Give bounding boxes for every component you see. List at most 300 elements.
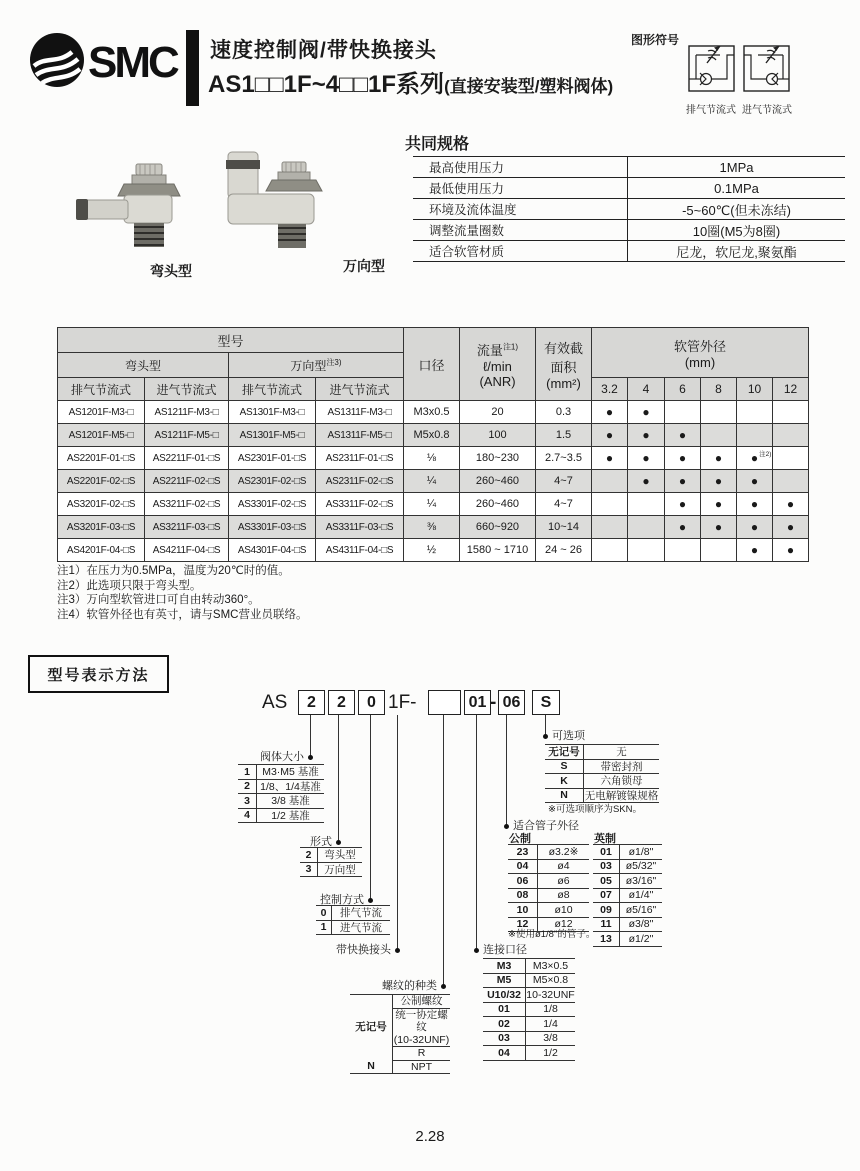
model-table-row [58, 539, 809, 562]
smc-logo [28, 30, 188, 92]
size-available-dot: ● [592, 424, 628, 447]
flow-cell: 1580 ~ 1710 [460, 539, 536, 562]
size-empty-cell [592, 493, 628, 516]
code-value-row [300, 848, 362, 863]
code-cell: 1 [316, 921, 332, 935]
leader-dot-thread [441, 984, 446, 989]
page-number: 2.28 [415, 1128, 445, 1145]
product-photo-elbow [66, 162, 206, 262]
code-box-thread [428, 690, 461, 715]
spec-value: 0.1MPa [627, 178, 845, 198]
size-empty-cell [701, 539, 737, 562]
value-cell: 1/2 [543, 1046, 558, 1059]
spec-value: 1MPa [627, 157, 845, 177]
value-cell: ø5/32" [625, 860, 657, 873]
area-cell: 4~7 [536, 470, 592, 493]
spec-value: 尼龙，软尼龙,聚氨酯 [627, 241, 845, 261]
area-cell: 0.3 [536, 401, 592, 424]
value-cell: M3×0.5 [532, 959, 569, 972]
bore-cell: ¼ [404, 493, 460, 516]
code-cell: 03 [593, 860, 620, 874]
photo-label-universal: 万向型 [343, 258, 385, 274]
code-value-row [593, 845, 662, 860]
table-notes [57, 564, 307, 622]
leader-line-options [545, 715, 546, 736]
leader-line-body-size [310, 715, 311, 757]
code-value-row [593, 903, 662, 918]
spec-row [413, 178, 845, 199]
thread-unified: 统一协定螺纹 (10-32UNF) [393, 1008, 450, 1046]
code-value-row [483, 959, 575, 974]
size-header-4: 4 [628, 378, 665, 401]
flow-cell: 100 [460, 424, 536, 447]
size-available-dot: ● [701, 470, 737, 493]
code-value-row [545, 745, 659, 760]
flow-cell: 20 [460, 401, 536, 424]
control-table [316, 905, 390, 935]
tube-od-label: 适合管子外径 [513, 820, 579, 832]
model-number-cell: AS1311F-M3-□ [316, 401, 404, 424]
flow-cell: 180~230 [460, 447, 536, 470]
size-available-dot: ● [737, 516, 773, 539]
size-empty-cell [628, 539, 665, 562]
code-dash: - [490, 692, 497, 713]
model-number-cell: AS3301F-03-□S [229, 516, 316, 539]
quick-fitting-label: 带快换接头 [336, 944, 391, 956]
code-cell: 12 [508, 918, 538, 932]
value-cell: ø10 [554, 903, 573, 916]
code-value-row [508, 889, 589, 904]
flow-cell: 660~920 [460, 516, 536, 539]
spec-value: 10圈(M5为8圈) [627, 220, 845, 240]
leader-line-port [476, 715, 477, 950]
code-box-form: 2 [328, 690, 355, 715]
code-cell: 01 [483, 1003, 526, 1017]
options-note: ※可选项顺序为SKN。 [548, 804, 642, 815]
model-number-cell: AS1201F-M3-□ [58, 401, 145, 424]
size-available-dot: ● [592, 401, 628, 424]
value-cell: 3/8 [543, 1032, 558, 1045]
symbol-caption-intake: 进气节流式 [742, 105, 792, 116]
code-cell: 0 [316, 906, 332, 920]
value-cell: 弯头型 [324, 849, 356, 862]
model-number-cell: AS3211F-02-□S [145, 493, 229, 516]
size-empty-cell [592, 470, 628, 493]
col-header-exhaust-1: 排气节流式 [58, 378, 145, 401]
code-value-row [545, 760, 659, 775]
code-value-row [593, 889, 662, 904]
value-cell: ø8 [557, 889, 570, 902]
code-cell: K [545, 774, 584, 788]
note-line: 注4）软管外径也有英寸，请与SMC营业员联络。 [57, 608, 308, 621]
options-table [545, 744, 659, 803]
spec-value: -5~60℃(但未冻结) [627, 199, 845, 219]
size-empty-cell [665, 401, 701, 424]
code-cell: 4 [238, 809, 257, 823]
value-cell: 1/8 [543, 1003, 558, 1016]
col-header-flow: 流量$^{注1)}$ ℓ/min (ANR) [460, 328, 536, 401]
value-cell: 带密封剂 [600, 760, 643, 773]
code-cell: 04 [483, 1046, 526, 1060]
spec-row [413, 199, 845, 220]
size-empty-cell [773, 401, 809, 424]
leader-dot-port [474, 948, 479, 953]
leader-line-form [338, 715, 339, 842]
leader-line-control [370, 715, 371, 900]
spec-label: 最低使用压力 [429, 182, 505, 196]
code-cell: M3 [483, 959, 526, 973]
spec-label: 最高使用压力 [429, 161, 505, 175]
tube-imperial-label: 英制 [594, 833, 616, 845]
spec-row [413, 157, 845, 178]
size-empty-cell [628, 493, 665, 516]
col-header-exhaust-2: 排气节流式 [229, 378, 316, 401]
col-header-tube-od: 软管外径 (mm) [592, 328, 809, 378]
model-number-cell: AS1301F-M3-□ [229, 401, 316, 424]
port-size-table [483, 958, 575, 1061]
tube-metric-label: 公制 [509, 833, 531, 845]
value-cell: 无电解镀镍规格 [584, 789, 659, 802]
col-header-model: 型号 [58, 328, 404, 353]
leader-dot-form [336, 840, 341, 845]
thread-npt: NPT [393, 1060, 451, 1074]
col-header-bore: 口径 [404, 328, 460, 401]
code-box-control: 0 [358, 690, 385, 715]
model-number-cell: AS3311F-02-□S [316, 493, 404, 516]
model-table-row [58, 470, 809, 493]
model-number-cell: AS2201F-02-□S [58, 470, 145, 493]
size-empty-cell [592, 516, 628, 539]
area-cell: 1.5 [536, 424, 592, 447]
bore-cell: ¼ [404, 470, 460, 493]
code-value-row [316, 921, 390, 936]
model-table [57, 327, 809, 562]
value-cell: ø1/8" [628, 845, 654, 858]
value-cell: 3/8 基准 [271, 795, 310, 808]
model-number-cell: AS2311F-01-□S [316, 447, 404, 470]
form-label: 形式 [310, 836, 332, 848]
code-mid: 1F- [388, 692, 417, 713]
spec-label: 环境及流体温度 [429, 203, 517, 217]
model-table-row [58, 493, 809, 516]
code-prefix: AS [262, 692, 288, 713]
size-available-dot: ● [665, 424, 701, 447]
model-number-cell: AS2211F-01-□S [145, 447, 229, 470]
value-cell: 1/2 基准 [271, 809, 310, 822]
code-cell: 23 [508, 845, 538, 859]
bore-cell: ⅛ [404, 447, 460, 470]
size-available-dot: ● [592, 447, 628, 470]
code-cell: 10 [508, 903, 538, 917]
model-number-cell: AS3201F-02-□S [58, 493, 145, 516]
code-cell: 02 [483, 1017, 526, 1031]
size-available-dot: ● [665, 470, 701, 493]
photo-label-elbow: 弯头型 [150, 263, 192, 279]
col-header-intake-2: 进气节流式 [316, 378, 404, 401]
thread-type-table [350, 994, 450, 1074]
value-cell: M5×0.8 [532, 974, 569, 987]
title-divider-bar [186, 30, 199, 106]
code-cell: N [545, 789, 584, 803]
col-header-area: 有效截 面积 (mm²) [536, 328, 592, 401]
model-number-cell: AS2301F-01-□S [229, 447, 316, 470]
size-available-dot: ● [665, 493, 701, 516]
size-available-dot: ● [737, 539, 773, 562]
value-cell: 无 [616, 746, 627, 759]
size-empty-cell [665, 539, 701, 562]
bore-cell: ⅜ [404, 516, 460, 539]
code-value-row [508, 845, 589, 860]
code-value-row [593, 874, 662, 889]
code-value-row [238, 780, 324, 795]
area-cell: 10~14 [536, 516, 592, 539]
model-table-row [58, 447, 809, 470]
code-value-row [508, 860, 589, 875]
code-value-row [483, 1017, 575, 1032]
spec-row [413, 241, 845, 262]
leader-line-quick-fitting [397, 715, 398, 950]
size-empty-cell [701, 424, 737, 447]
size-available-dot: ● [773, 493, 809, 516]
value-cell: 1/4 [543, 1017, 558, 1030]
leader-dot-options [543, 734, 548, 739]
code-cell: 06 [508, 874, 538, 888]
product-photo-universal [212, 150, 342, 265]
series-title [208, 64, 613, 99]
code-cell: S [545, 760, 584, 774]
area-cell: 2.7~3.5 [536, 447, 592, 470]
model-table-row [58, 424, 809, 447]
size-available-dot: ● [701, 447, 737, 470]
leader-dot-tube-od [504, 824, 509, 829]
model-number-cell: AS4201F-04-□S [58, 539, 145, 562]
graphic-symbol-label: 图形符号 [631, 33, 680, 47]
model-number-cell: AS2311F-02-□S [316, 470, 404, 493]
common-spec-table [413, 156, 845, 262]
code-value-row [483, 988, 575, 1003]
code-cell: 07 [593, 889, 620, 903]
size-available-dot: ● [737, 470, 773, 493]
size-available-dot: ● [665, 447, 701, 470]
size-empty-cell [773, 447, 809, 470]
size-available-dot: ● 注2) [737, 447, 773, 470]
bore-cell: M5x0.8 [404, 424, 460, 447]
code-cell: 无记号 [545, 745, 584, 759]
value-cell: M3·M5 基准 [262, 766, 319, 779]
exhaust-throttle-symbol-icon [687, 40, 737, 96]
value-cell: ø5/16" [625, 903, 657, 916]
series-code: AS1□□1F~4□□1F系列 [208, 71, 445, 98]
model-number-cell: AS2301F-02-□S [229, 470, 316, 493]
code-cell: 3 [300, 863, 318, 877]
code-box-option: S [532, 690, 560, 715]
note-line: 注1）在压力为0.5MPa，温度为20℃时的值。 [57, 565, 290, 577]
col-header-elbow: 弯头型 [58, 353, 229, 378]
col-header-universal: 万向型$^{注3)}$ [229, 353, 404, 378]
code-cell: 03 [483, 1032, 526, 1046]
tube-od-metric-table [508, 844, 589, 932]
code-box-body-size: 2 [298, 690, 325, 715]
leader-dot-body-size [308, 755, 313, 760]
tube-metric-note: ※使用ø1/8"的管子。 [508, 929, 596, 940]
size-available-dot: ● [701, 493, 737, 516]
model-number-cell: AS1201F-M5-□ [58, 424, 145, 447]
size-header-10: 10 [737, 378, 773, 401]
leader-dot-quick-fitting [395, 948, 400, 953]
smc-logo-text: SMC [88, 38, 177, 87]
model-table-row [58, 516, 809, 539]
code-value-row [238, 765, 324, 780]
code-cell: 05 [593, 874, 620, 888]
symbol-caption-exhaust: 排气节流式 [686, 105, 736, 116]
value-cell: 万向型 [324, 863, 356, 876]
bore-cell: M3x0.5 [404, 401, 460, 424]
code-value-row [508, 903, 589, 918]
size-empty-cell [773, 470, 809, 493]
body-size-table [238, 764, 324, 823]
value-cell: 六角锁母 [600, 775, 643, 788]
code-value-row [483, 1046, 575, 1061]
code-cell: M5 [483, 974, 526, 988]
spec-label: 适合软管材质 [429, 245, 505, 259]
model-number-cell: AS1211F-M3-□ [145, 401, 229, 424]
dot-note: 注2) [759, 451, 772, 458]
size-available-dot: ● [665, 516, 701, 539]
code-cell: 13 [593, 932, 620, 946]
model-number-cell: AS3311F-03-□S [316, 516, 404, 539]
options-label: 可选项 [552, 730, 585, 742]
size-available-dot: ● [737, 493, 773, 516]
code-value-row [238, 809, 324, 824]
howto-section-title: 型号表示方法 [28, 655, 169, 693]
model-number-cell: AS4311F-04-□S [316, 539, 404, 562]
size-available-dot: ● [628, 447, 665, 470]
code-value-row [593, 918, 662, 933]
size-header-3-2: 3.2 [592, 378, 628, 401]
model-number-cell: AS1311F-M5-□ [316, 424, 404, 447]
model-number-cell: AS3301F-02-□S [229, 493, 316, 516]
thread-label: 螺纹的种类 [382, 980, 437, 992]
flow-cell: 260~460 [460, 493, 536, 516]
code-cell: U10/32 [483, 988, 526, 1002]
tube-od-imperial-table [593, 844, 662, 947]
code-cell: 1 [238, 765, 257, 779]
value-cell: ø1/4" [628, 889, 654, 902]
size-empty-cell [773, 424, 809, 447]
value-cell: 1/8、1/4基准 [260, 780, 321, 793]
code-value-row [593, 860, 662, 875]
size-empty-cell [737, 401, 773, 424]
code-cell: 04 [508, 860, 538, 874]
size-header-12: 12 [773, 378, 809, 401]
value-cell: 排气节流 [340, 907, 382, 920]
code-value-row [238, 794, 324, 809]
thread-n-code: N [350, 1060, 393, 1074]
size-available-dot: ● [773, 539, 809, 562]
code-cell: 01 [593, 845, 620, 859]
code-box-port: 01 [464, 690, 491, 715]
code-value-row [483, 974, 575, 989]
value-cell: 进气节流 [340, 921, 382, 934]
port-label: 连接口径 [483, 944, 527, 956]
code-value-row [483, 1003, 575, 1018]
code-cell: 11 [593, 918, 620, 932]
leader-line-tube-od [506, 715, 507, 826]
value-cell: ø1/2" [628, 932, 654, 945]
value-cell: ø4 [557, 860, 570, 873]
code-value-row [316, 906, 390, 921]
model-number-cell: AS4301F-04-□S [229, 539, 316, 562]
form-table [300, 847, 362, 877]
model-number-cell: AS3211F-03-□S [145, 516, 229, 539]
thread-none-code: 无记号 [350, 995, 393, 1061]
spec-row [413, 220, 845, 241]
size-header-8: 8 [701, 378, 737, 401]
size-empty-cell [701, 401, 737, 424]
note-line: 注2）此选项只限于弯头型。 [57, 579, 202, 592]
spec-section-title: 共同规格 [405, 136, 470, 153]
series-paren: (直接安装型/塑料阀体) [444, 77, 614, 96]
control-label: 控制方式 [320, 894, 364, 906]
code-value-row [483, 1032, 575, 1047]
flow-cell: 260~460 [460, 470, 536, 493]
size-empty-cell [592, 539, 628, 562]
size-available-dot: ● [628, 424, 665, 447]
code-value-row [508, 874, 589, 889]
size-available-dot: ● [701, 516, 737, 539]
size-available-dot: ● [628, 401, 665, 424]
col-header-intake-1: 进气节流式 [145, 378, 229, 401]
code-value-row [593, 932, 662, 947]
value-cell: ø3.2※ [548, 845, 579, 858]
value-cell: ø3/16" [625, 874, 657, 887]
thread-metric: 公制螺纹 [393, 995, 451, 1009]
leader-dot-control [368, 898, 373, 903]
size-available-dot: ● [628, 470, 665, 493]
model-number-cell: AS4211F-04-□S [145, 539, 229, 562]
area-cell: 4~7 [536, 493, 592, 516]
value-cell: ø12 [554, 918, 573, 931]
value-cell: ø3/8" [628, 918, 654, 931]
model-number-cell: AS3201F-03-□S [58, 516, 145, 539]
model-number-cell: AS2211F-02-□S [145, 470, 229, 493]
model-number-cell: AS1301F-M5-□ [229, 424, 316, 447]
model-number-cell: AS1211F-M5-□ [145, 424, 229, 447]
code-value-row [545, 774, 659, 789]
size-empty-cell [737, 424, 773, 447]
note-line: 注3）万向型软管进口可自由转动360°。 [57, 594, 260, 606]
spec-label: 调整流量圈数 [429, 224, 505, 238]
leader-line-thread [443, 715, 444, 986]
value-cell: 10-32UNF [526, 988, 575, 1001]
code-cell: 3 [238, 794, 257, 808]
model-number-cell: AS2201F-01-□S [58, 447, 145, 470]
size-header-6: 6 [665, 378, 701, 401]
body-size-label: 阀体大小 [260, 751, 304, 763]
code-cell: 2 [300, 848, 318, 862]
size-available-dot: ● [773, 516, 809, 539]
thread-r: R [393, 1047, 451, 1061]
bore-cell: ½ [404, 539, 460, 562]
value-cell: ø6 [557, 874, 570, 887]
code-cell: 08 [508, 889, 538, 903]
code-cell: 09 [593, 903, 620, 917]
intake-throttle-symbol-icon [742, 40, 792, 96]
code-cell: 2 [238, 780, 257, 794]
code-value-row [300, 863, 362, 878]
area-cell: 24 ~ 26 [536, 539, 592, 562]
page-title: 速度控制阀/带快换接头 [210, 39, 437, 62]
